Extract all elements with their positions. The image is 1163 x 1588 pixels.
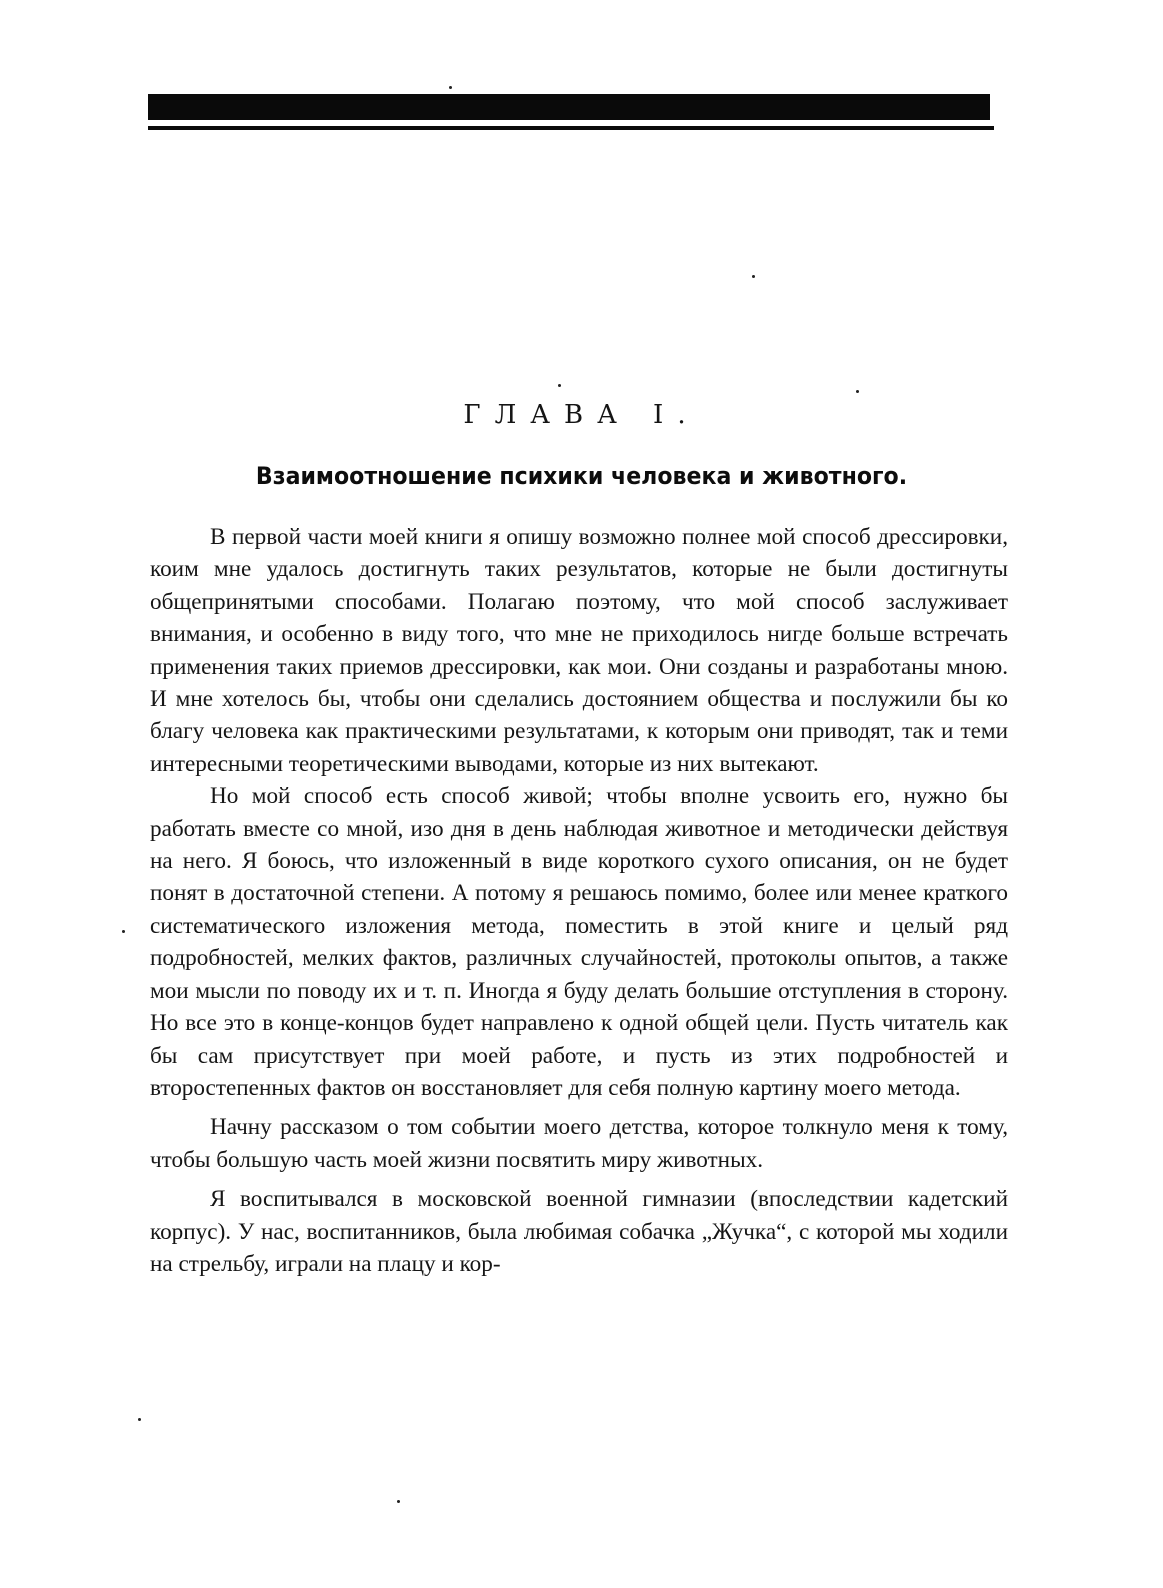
header-thin-rule (148, 126, 994, 130)
scan-speck (752, 275, 755, 278)
paragraph-3: Начну рассказом о том событии моего детства, которое толкнуло меня к тому, чтобы большую часть моей жизни посвятить миру животных. (150, 1114, 1008, 1173)
scan-speck (138, 1418, 141, 1421)
chapter-title: Взаимоотношение психики человека и животного. (255, 462, 908, 490)
chapter-label: ГЛАВА I. (463, 400, 700, 430)
scan-speck (122, 930, 125, 933)
header-thick-rule (148, 94, 990, 120)
paragraph-4: Я воспитывался в московской военной гимназии (впоследствии кадетский корпус). У нас, воспитанников, была любимая собачка „Жучка“, с которой мы ходили на стрельбу, играли на плацу и кор- (150, 1186, 1008, 1277)
paragraph-1: В первой части моей книги я опишу возможно полнее мой способ дрессировки, коим мне удалось достигнуть таких результатов, которые не были достигнуты общепринятыми способами. Полагаю поэтому, что мой способ заслуживает внимания, и особенно в виду того, что мне не приходилось нигде больше встречать применения таких приемов дрессировки, как мои. Они созданы и разработаны мною. И мне хотелось бы, чтобы они сделались достоянием общества и послужили бы ко благу человека как практическими результатами, к которым они приводят, так и теми интересными теоретическими выводами, которые из них вытекают. (150, 524, 1008, 777)
paragraph-2: Но мой способ есть способ живой; чтобы вполне усвоить его, нужно бы работать вместе со мной, изо дня в день наблюдая животное и методически действуя на него. Я боюсь, что изложенный в виде короткого сухого описания, он не будет понят в достаточной степени. А потому я решаюсь помимо, более или менее краткого систематического изложения метода, поместить в этой книге и целый ряд подробностей, мелких фактов, различных случайностей, протоколы опытов, а также мои мысли по поводу их и т. п. Иногда я буду делать большие отступления в сторону. Но все это в конце-концов будет направлено к одной общей цели. Пусть читатель как бы сам присутствует при моей работе, и пусть из этих подробностей и второстепенных фактов он восстановляет для себя полную картину моего метода. (150, 783, 1008, 1101)
scan-speck (558, 384, 561, 387)
scan-speck (856, 390, 859, 393)
body-text (150, 521, 1008, 1280)
scan-speck (397, 1500, 400, 1503)
scan-speck (449, 86, 452, 89)
